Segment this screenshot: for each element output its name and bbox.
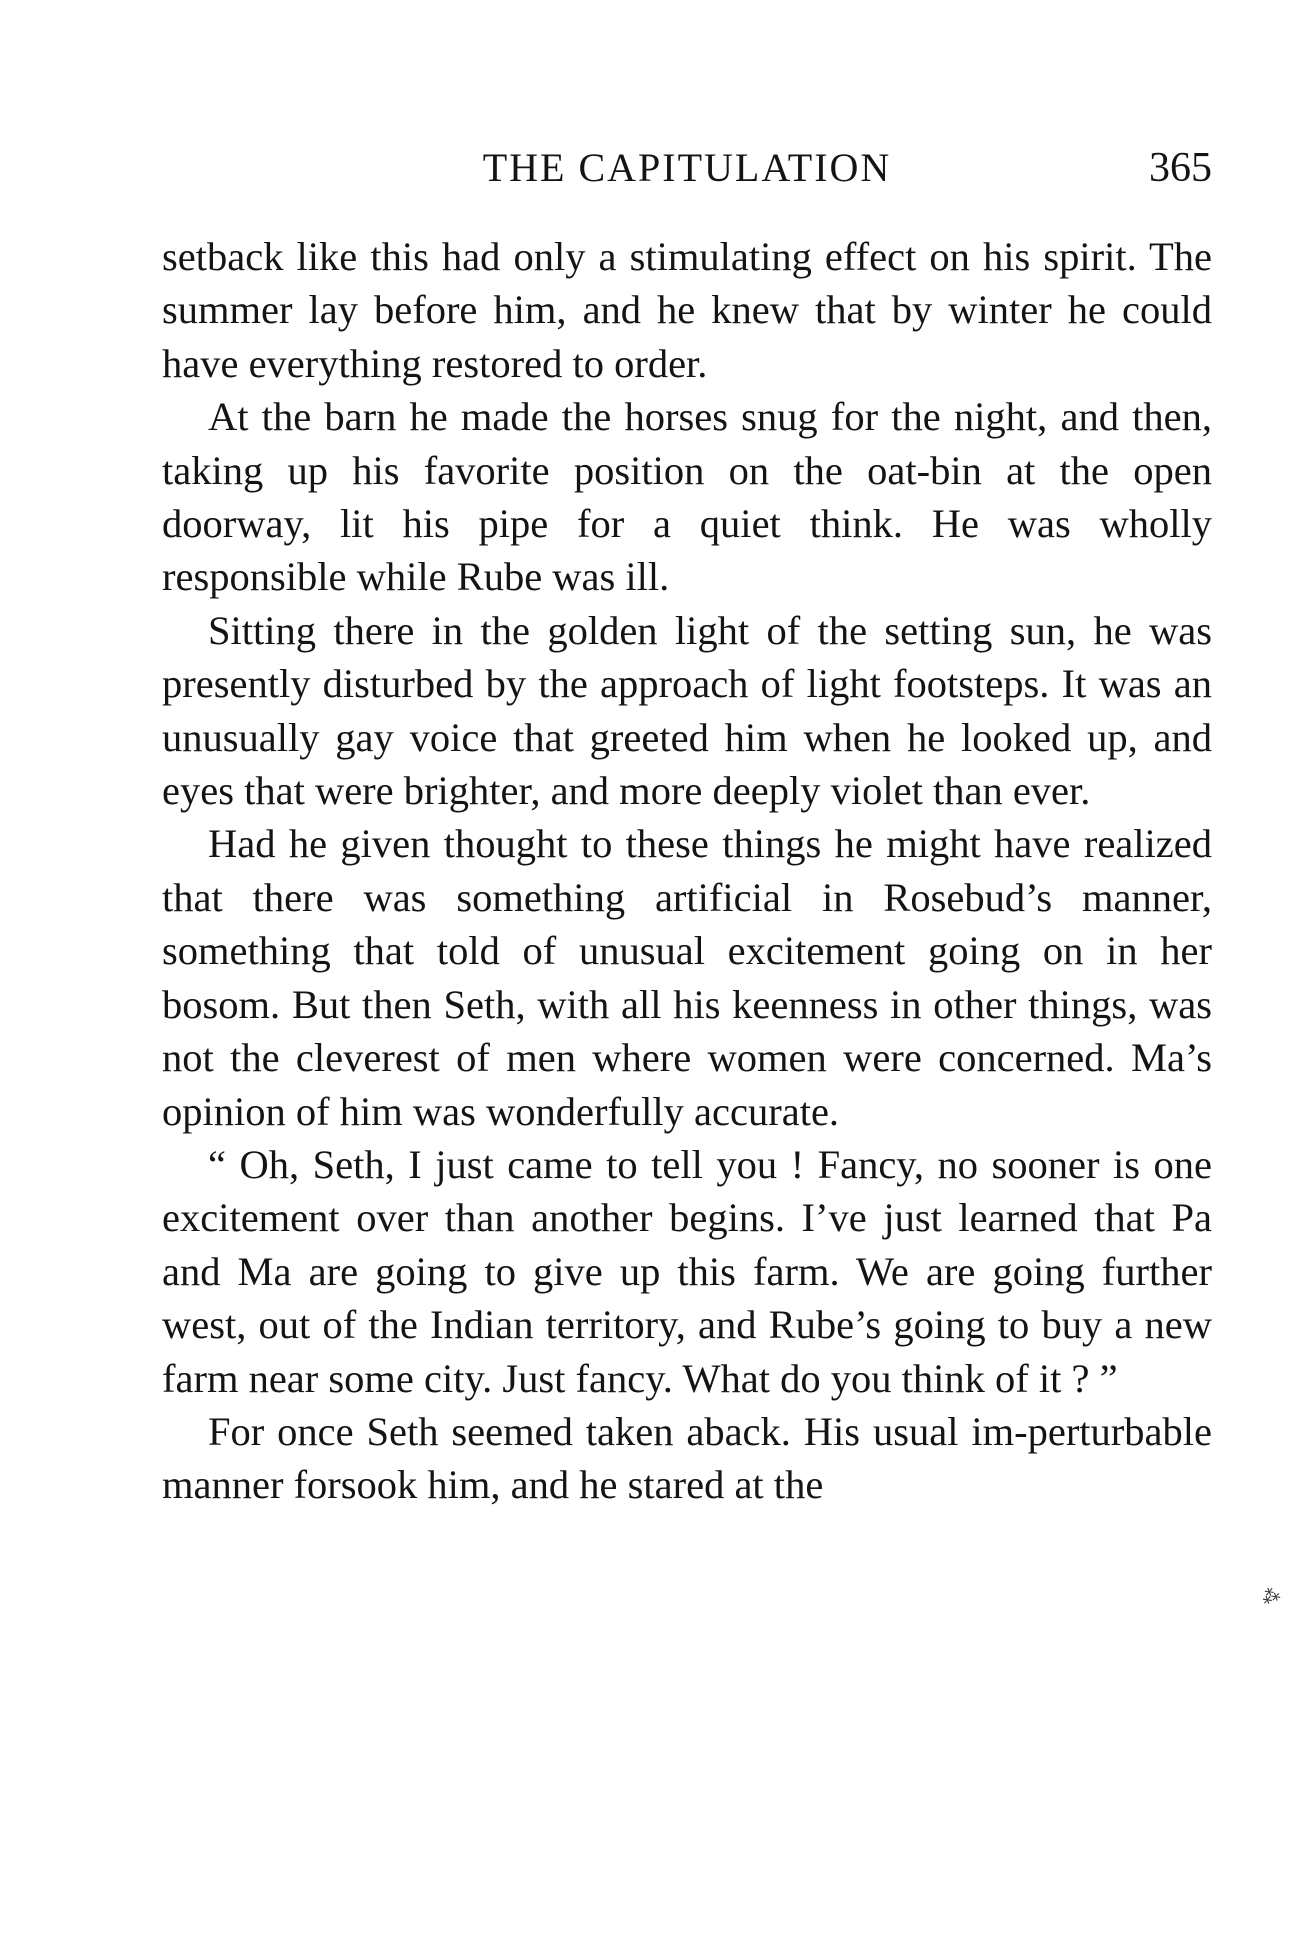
ink-speck-icon: ⁂ [1258, 1583, 1283, 1609]
page-number: 365 [1149, 145, 1212, 191]
paragraph: For once Seth seemed taken aback. His usual im-perturbable manner forsook him, and he stared at the [162, 1408, 1212, 1508]
running-title: THE CAPITULATION [482, 145, 892, 190]
paragraph-dialogue: “ Oh, Seth, I just came to tell you ! Fancy, no sooner is one excitement over than another begins. I’ve just learned that Pa and Ma are going to give up this farm. We are going further west, out of the Indian territory, and Rube’s going to buy a new farm near some city. Just fancy. What do you think of it ? ” [162, 1141, 1212, 1401]
body-text [162, 230, 1212, 1512]
paragraph: Had he given thought to these things he might have realized that there was something artificial in Rosebud’s manner, something that told of unusual excitement going on in her bosom. But then Seth, with all his keenness in other things, was not the cleverest of men where women were concerned. Ma’s opinion of him was wonderfully accurate. [162, 821, 1212, 1134]
paragraph-continued: setback like this had only a stimulating effect on his spirit. The summer lay before him, and he knew that by winter he could have everything restored to order. [162, 234, 1212, 386]
running-head [162, 138, 1212, 198]
paragraph: At the barn he made the horses snug for the night, and then, taking up his favorite position on the oat-bin at the open doorway, lit his pipe for a quiet think. He was wholly responsible while Rube was ill. [162, 394, 1212, 600]
paragraph: Sitting there in the golden light of the setting sun, he was presently disturbed by the approach of light footsteps. It was an unusually gay voice that greeted him when he looked up, and eyes that were brighter, and more deeply violet than ever. [162, 607, 1212, 814]
